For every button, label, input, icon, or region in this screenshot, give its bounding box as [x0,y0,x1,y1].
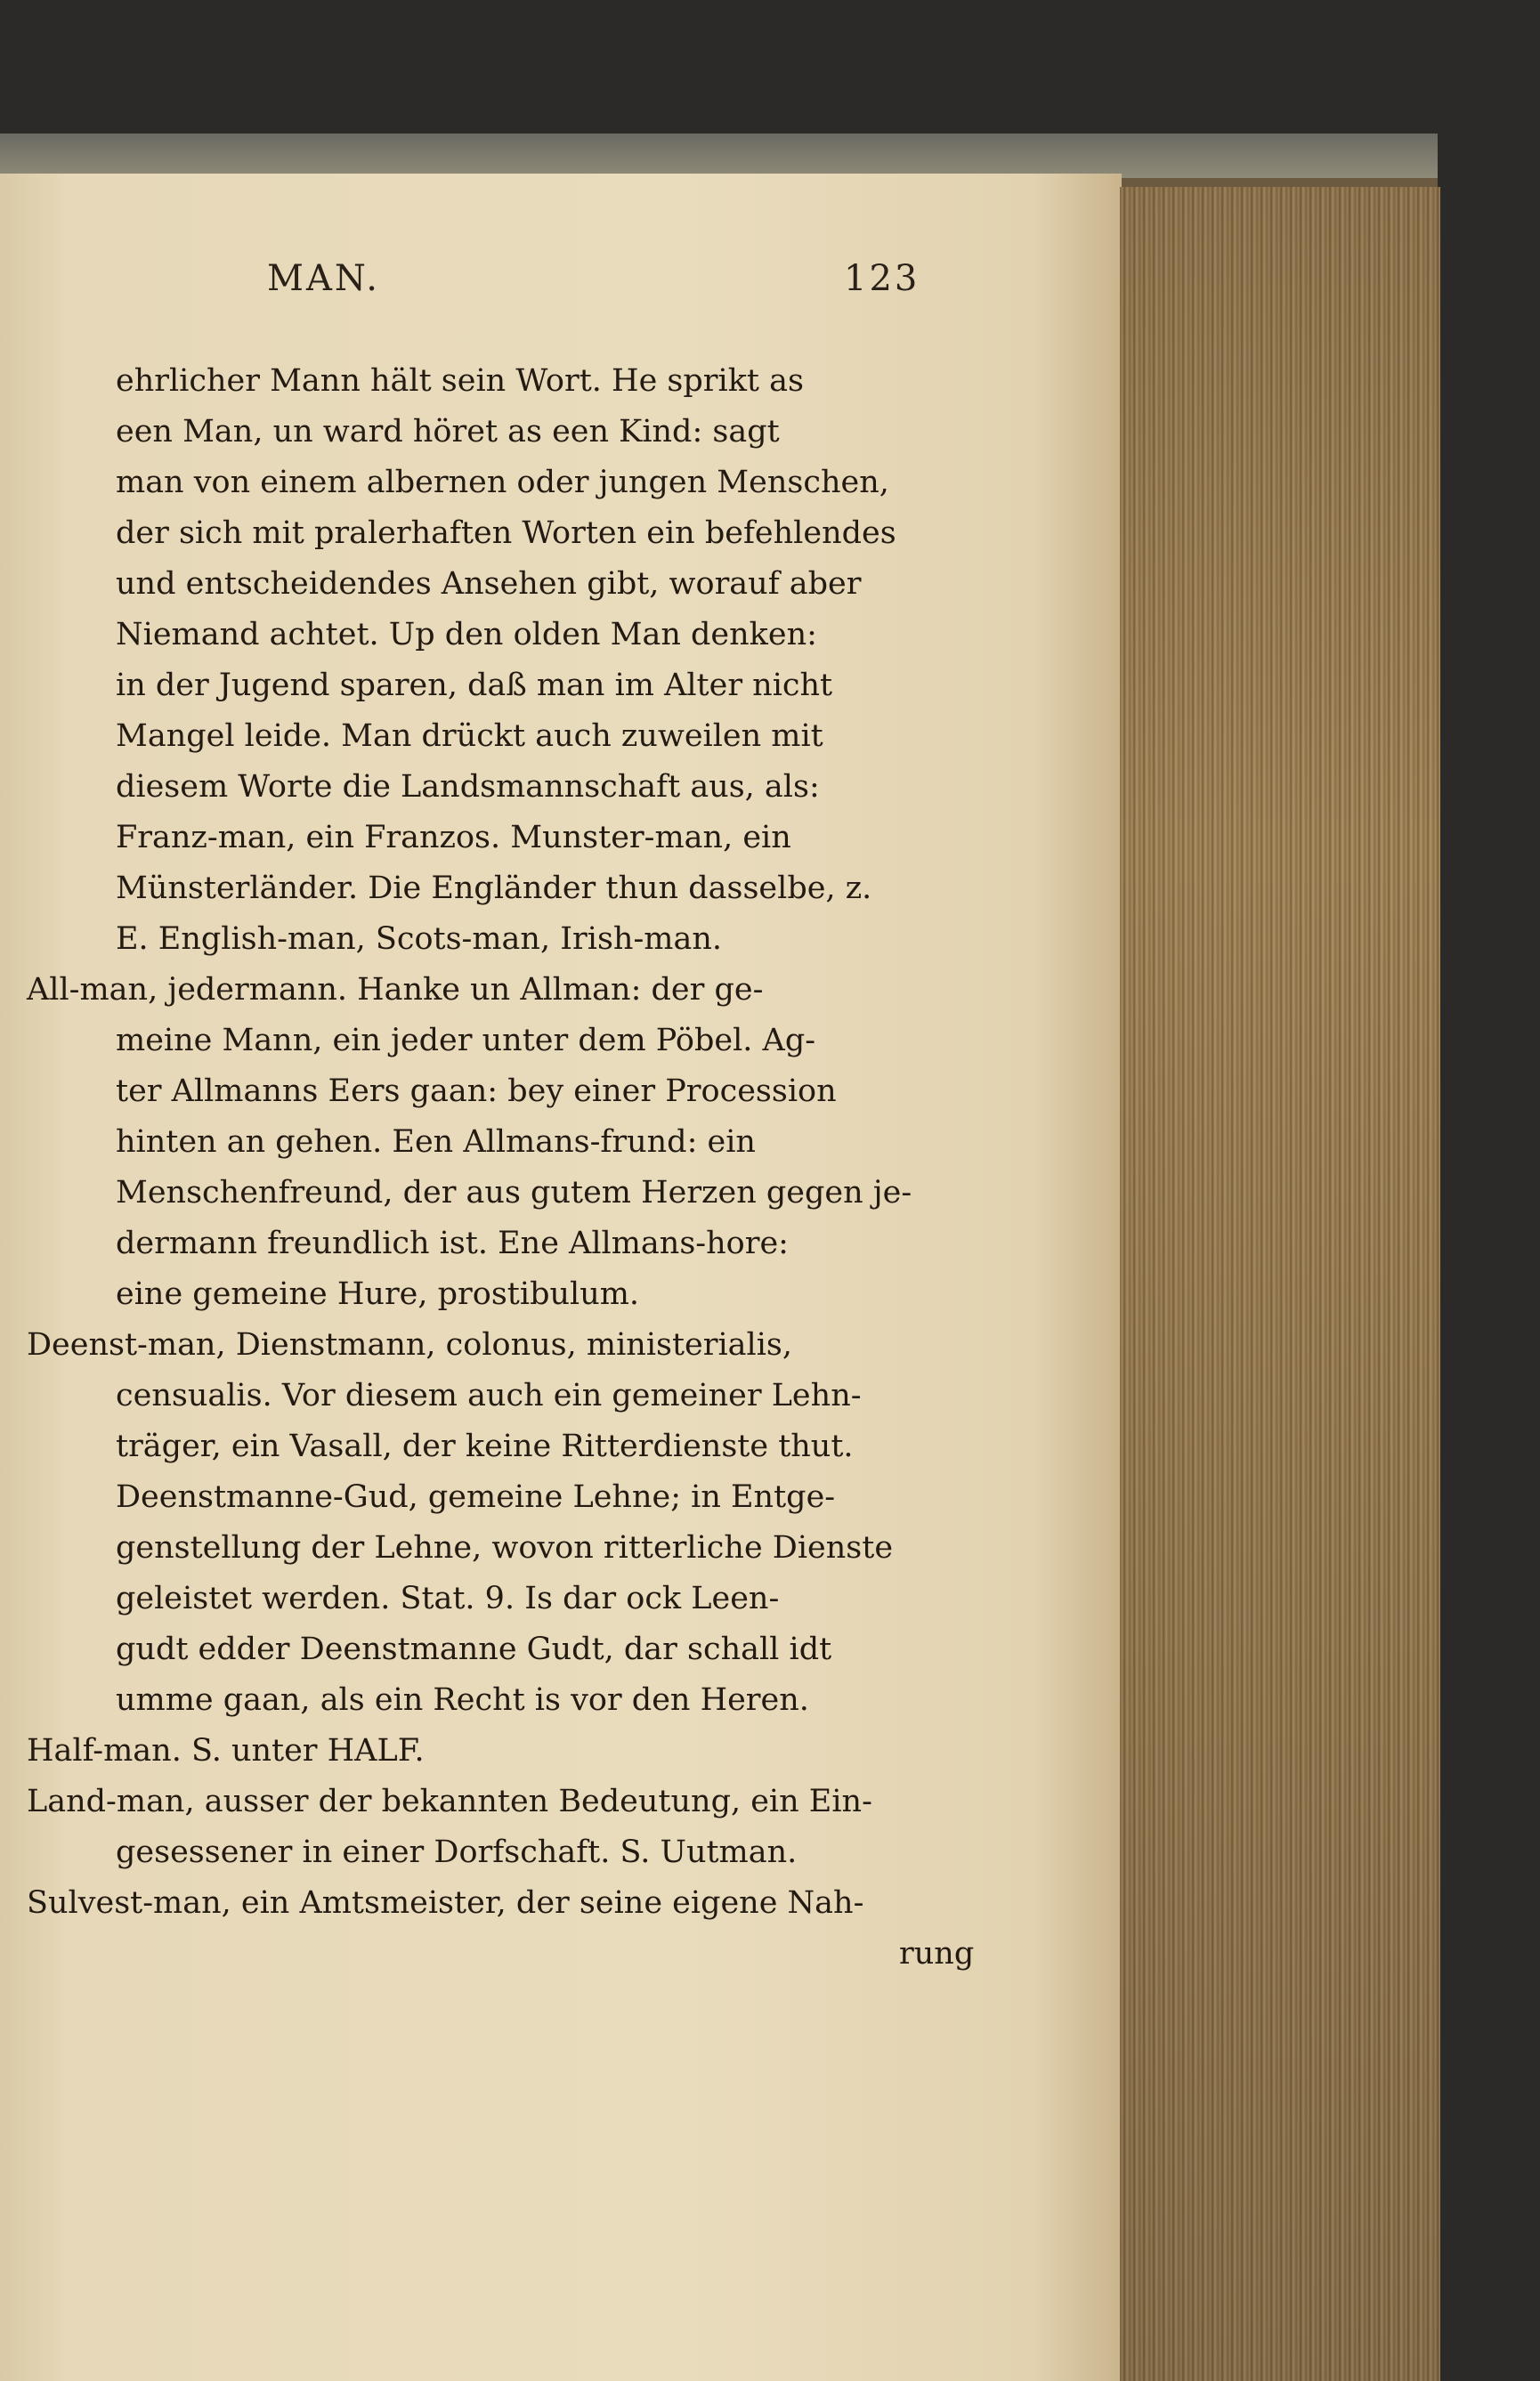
text-line: umme gaan, als ein Recht is vor den Heren. [116,1682,809,1718]
entry-headword-line: Land-man, ausser der bekannten Bedeutung, ein Ein- [27,1784,872,1819]
text-line: gudt edder Deenstmanne Gudt, dar schall idt [116,1632,832,1667]
running-header [0,258,1122,312]
text-line: hinten an gehen. Een Allmans-frund: ein [116,1124,756,1160]
text-line: E. English-man, Scots-man, Irish-man. [116,921,723,957]
text-line: genstellung der Lehne, wovon ritterliche Dienste [116,1530,894,1566]
text-line: eine gemeine Hure, prostibulum. [116,1276,640,1312]
text-line: ehrlicher Mann hält sein Wort. He sprikt as [116,363,804,399]
text-line: diesem Worte die Landsmannschaft aus, als: [116,769,820,805]
page-number: 123 [844,258,920,299]
entry-headword-line: Sulvest-man, ein Amtsmeister, der seine eigene Nah- [27,1885,864,1921]
text-line: und entscheidendes Ansehen gibt, worauf aber [116,566,862,602]
entry-headword-line: Half-man. S. unter HALF. [27,1733,425,1769]
text-line: Niemand achtet. Up den olden Man denken: [116,617,817,652]
text-line: in der Jugend sparen, daß man im Alter nicht [116,668,833,703]
catchword: rung [899,1936,975,1972]
text-line: geleistet werden. Stat. 9. Is dar ock Leen- [116,1581,780,1616]
text-line: träger, ein Vasall, der keine Ritterdienste thut. [116,1429,854,1464]
text-line: een Man, un ward höret as een Kind: sagt [116,414,780,449]
entry-headword-line: All-man, jedermann. Hanke un Allman: der ge- [27,972,764,1008]
text-line: ter Allmanns Eers gaan: bey einer Procession [116,1073,837,1109]
entry-headword-line: Deenst-man, Dienstmann, colonus, ministerialis, [27,1327,793,1363]
book-top-band [0,134,1438,178]
header-title: MAN. [267,258,380,299]
text-line: der sich mit pralerhaften Worten ein befehlendes [116,515,896,551]
text-line: Deenstmanne-Gud, gemeine Lehne; in Entge- [116,1479,836,1515]
text-line: Franz-man, ein Franzos. Munster-man, ein [116,820,791,855]
text-line: censualis. Vor diesem auch ein gemeiner Lehn- [116,1378,862,1413]
text-line: Münsterländer. Die Engländer thun dasselbe, z. [116,871,872,906]
text-line: dermann freundlich ist. Ene Allmans-hore: [116,1226,789,1261]
body-text [27,356,975,1980]
text-line: Mangel leide. Man drückt auch zuweilen mit [116,718,823,754]
page-edges-shade [1120,187,1440,2381]
text-line: Menschenfreund, der aus gutem Herzen gegen je- [116,1175,912,1211]
text-line: man von einem albernen oder jungen Menschen, [116,465,889,500]
text-line: gesessener in einer Dorfschaft. S. Uutman. [116,1834,798,1870]
text-line: meine Mann, ein jeder unter dem Pöbel. Ag- [116,1023,816,1058]
